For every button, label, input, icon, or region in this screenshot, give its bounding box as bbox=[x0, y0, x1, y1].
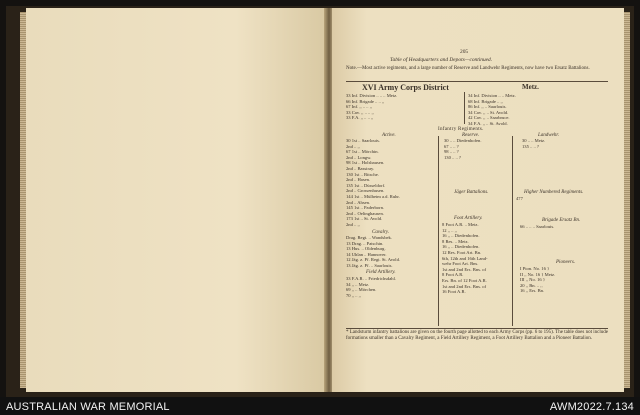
active-row: 145 1st .. Paderborn. bbox=[346, 205, 385, 211]
pioneers-row: II ,, No. 16 } Metz. bbox=[520, 271, 556, 277]
column-divider-2 bbox=[512, 136, 513, 326]
cavalry-row: Drag. Regt. .. Wandsbek. bbox=[346, 235, 392, 240]
cavalry-row: 13 Jäg. z. Pf. .. Saarlouis. bbox=[346, 262, 393, 268]
reserve-list bbox=[444, 138, 482, 160]
field-artillery-row: 34 ,, .. Metz. bbox=[346, 281, 370, 287]
credit-right: AWM2022.7.134 bbox=[549, 401, 634, 413]
foot-artillery-row: 1st and 2nd Ers. Bns. of bbox=[442, 266, 487, 272]
page-note: Note.—Most active regiments, and a large number of Reserve and Landwehr Regiments, now have two Ersatz Battalions. bbox=[346, 66, 590, 71]
field-artillery-row: 33 F.A.R. .. Friedrichsdahl. bbox=[346, 276, 397, 281]
corps-row: 33 Cav. ,, .. .. ,, bbox=[346, 109, 374, 115]
corps-row: 68 Inf. Brigade .. ,, bbox=[468, 98, 503, 104]
active-row: 173 1st .. St. Avold. bbox=[346, 216, 383, 222]
foot-artillery-list bbox=[442, 222, 488, 295]
page-footnote: * Landsturm infantry battalions are given on the fourth page allotted to each Army Corps (pp. 6 to 195). The table does not include formations smaller than a Cavalry Regiment, a Field Artillery Regiment, a Foot Artillery Battalion and a Pioneer Battalion. bbox=[346, 330, 608, 341]
field-artillery-row: 69 ,, .. Mörchen. bbox=[346, 287, 377, 293]
corps-row: 33 Inf. Division .. .. .. Metz. bbox=[346, 93, 398, 98]
corps-right-list bbox=[468, 93, 516, 127]
pioneers-row: 20 ,, Bn. .. ,, bbox=[520, 282, 543, 288]
bottom-rule bbox=[346, 328, 608, 329]
active-row: 144 1st .. Mülheim a.d. Ruhr. bbox=[346, 193, 400, 199]
book-scan bbox=[6, 6, 634, 397]
ersatz-list bbox=[520, 224, 554, 230]
foot-artillery-row: wehr Foot Art. Bns. bbox=[442, 261, 479, 267]
active-row: 2nd .. Ahsen. bbox=[346, 199, 371, 205]
reserve-row: 67 .. .. ? bbox=[444, 143, 459, 149]
reserve-row: 130 .. .. ? bbox=[444, 154, 461, 160]
corps-row: 34 Cav. ,, .. St. Avold. bbox=[468, 109, 509, 115]
landwehr-list bbox=[522, 138, 545, 149]
left-page-blank bbox=[26, 8, 326, 392]
foot-artillery-row: 16 Foot A.R. bbox=[442, 289, 466, 295]
foot-artillery-row: 12 ,, .. ,, bbox=[442, 227, 457, 233]
foot-artillery-row: 6th, 12th and 16th Land- bbox=[442, 255, 488, 261]
active-list bbox=[346, 138, 400, 228]
credit-left: AUSTRALIAN WAR MEMORIAL bbox=[6, 401, 170, 413]
foot-artillery-head: Foot Artillery. bbox=[454, 216, 483, 221]
page-number: 205 bbox=[460, 49, 469, 55]
active-row: 2nd .. Hasen. bbox=[346, 177, 371, 183]
active-row: 135 1st .. Düsseldorf. bbox=[346, 182, 386, 188]
page-edge-right bbox=[624, 12, 630, 388]
metz-title: Metz. bbox=[522, 83, 539, 91]
cavalry-head: Cavalry. bbox=[372, 230, 390, 235]
cavalry-row: 13 Hus. .. Oldenburg. bbox=[346, 246, 386, 252]
corps-title: XVI Army Corps District bbox=[362, 83, 449, 92]
field-artillery-row: 70 ,, .. ,, bbox=[346, 292, 361, 298]
pioneers-row: I Pion. No. 16 } bbox=[520, 266, 550, 271]
corps-row: 86 Inf. ,, .. Saarlouis. bbox=[468, 104, 507, 110]
corps-row: 33 F.A. ,, .. .. ,, bbox=[346, 115, 374, 121]
higher-list bbox=[516, 196, 523, 202]
active-row: 2nd .. Longw. bbox=[346, 154, 372, 160]
corps-row: 34 Inf. Division .. .. Metz. bbox=[468, 93, 516, 98]
foot-artillery-row: Ers. Bn. of 12 Foot A.R. bbox=[442, 277, 487, 283]
cavalry-row: 14 Uhlan .. Hannover. bbox=[346, 251, 387, 257]
active-row: 67 1st .. Mörchin. bbox=[346, 149, 379, 155]
foot-artillery-row: 8 Res. .. Metz. bbox=[442, 238, 469, 244]
pioneers-list bbox=[520, 266, 555, 294]
field-artillery-head: Field Artillery. bbox=[366, 270, 396, 275]
active-row: 130 1st .. Bitsche. bbox=[346, 171, 379, 177]
corps-row: 42 Cav. ,, .. Saarbruce. bbox=[468, 115, 510, 121]
pioneers-row: III ,, No. 16 } bbox=[520, 277, 546, 283]
column-divider-1 bbox=[438, 136, 439, 326]
page-title: Table of Headquarters and Depots—continued. bbox=[390, 57, 493, 63]
landwehr-head: Landwehr. bbox=[538, 133, 559, 138]
higher-head: Higher Numbered Regiments. bbox=[524, 190, 584, 195]
infantry-title: Infantry Regiments. bbox=[438, 127, 484, 132]
foot-artillery-row: 16 ,, .. Diedenhofen. bbox=[442, 233, 480, 239]
corps-left-list bbox=[346, 93, 397, 121]
cavalry-list bbox=[346, 235, 400, 269]
reserve-head: Reserve. bbox=[462, 133, 480, 138]
cavalry-row: 13 Drag. .. Patschin. bbox=[346, 240, 384, 246]
landwehr-row: 135 .. .. ? bbox=[522, 143, 539, 149]
top-rule bbox=[346, 81, 608, 82]
ersatz-row: 66 .. .. .. Saarlouis. bbox=[520, 224, 555, 229]
reserve-row: 98 .. .. ? bbox=[444, 149, 459, 155]
reserve-row: 30 .. .. Diedenhofen. bbox=[444, 138, 482, 143]
field-artillery-list bbox=[346, 276, 396, 298]
active-row: 2nd .. Bassiray. bbox=[346, 165, 375, 171]
active-row: 2nd .. ,, bbox=[346, 143, 360, 149]
jager-head: Jäger Battalions. bbox=[454, 190, 489, 195]
foot-artillery-row: 16 ,, .. Diedenhofen. bbox=[442, 244, 480, 250]
foot-artillery-row: 12 Res. Foot Art. Bn. bbox=[442, 249, 482, 255]
pioneers-head: Pioneers. bbox=[556, 260, 576, 265]
cavalry-row: 12 Jäg. z. Pf. Regt. St. Avold. bbox=[346, 257, 401, 263]
corps-row: 66 Inf. Brigade .. .. ,, bbox=[346, 98, 385, 104]
pioneers-row: 16 ,, Ers. Bn. bbox=[520, 288, 545, 294]
foot-artillery-row: 8 Foot A.R. bbox=[442, 272, 464, 278]
foot-artillery-row: 1st and 2nd Ers. Bns. of bbox=[442, 283, 487, 289]
landwehr-row: 30 .. .. Metz. bbox=[522, 138, 546, 143]
higher-row: 477 bbox=[516, 196, 523, 201]
foot-artillery-row: 8 Foot A.R. .. Metz. bbox=[442, 222, 479, 227]
corps-row: 67 Inf. ,, .. .. ,, bbox=[346, 104, 373, 110]
credit-bar bbox=[0, 397, 640, 415]
active-head: Active. bbox=[382, 133, 396, 138]
active-row: 2nd .. Oelinghausen. bbox=[346, 210, 384, 216]
corps-row: 34 F.A. ,, .. St. Avold. bbox=[468, 120, 508, 126]
active-row: 98 1st .. Holsbausen. bbox=[346, 160, 385, 166]
corps-divider bbox=[464, 92, 465, 124]
ersatz-head: Brigade Ersatz Bn. bbox=[542, 218, 581, 223]
active-row: 2nd .. ,, bbox=[346, 221, 360, 227]
active-row: 2nd .. Grossenhusen. bbox=[346, 188, 385, 194]
right-page bbox=[332, 8, 624, 392]
active-row: 30 1st .. Saarlouis. bbox=[346, 138, 380, 143]
